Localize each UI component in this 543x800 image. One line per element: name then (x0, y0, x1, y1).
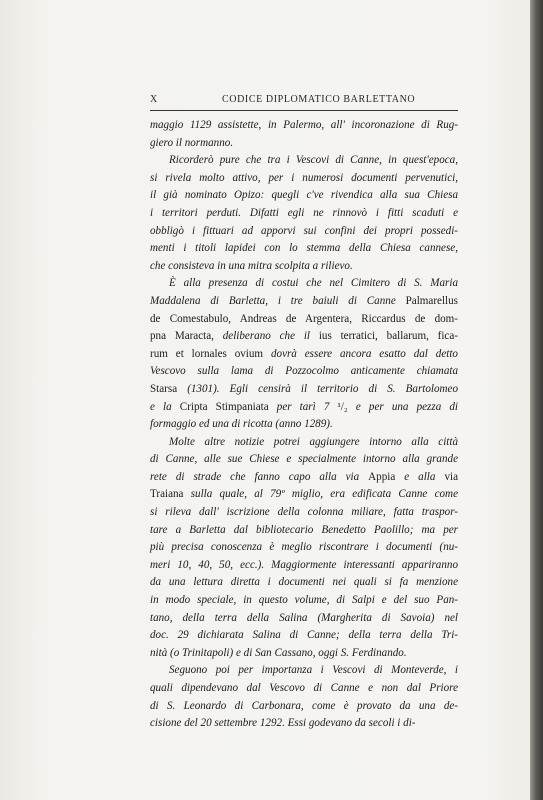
text-line (150, 311, 458, 329)
text-segment: si rileva dall' iscrizione della colonna miliare, fatta traspor- (150, 506, 458, 519)
text-segment: Vescovo sulla lama di Pozzocolmo anticamente chiamata (150, 365, 458, 378)
text-line (150, 399, 458, 417)
text-line (150, 557, 458, 575)
text-segment: per tarì 7 (276, 400, 338, 413)
text-line (150, 293, 458, 311)
text-segment: rum et lornales ovium (150, 347, 271, 360)
text-line (150, 698, 458, 716)
text-segment: e alla (404, 470, 445, 483)
text-segment: cisione del 20 settembre 1292. Essi godevano da secoli i di- (150, 717, 416, 730)
text-line (150, 152, 458, 170)
text-segment: Cripta Stimpaniata (179, 400, 277, 413)
text-segment: da una lettura diretta i documenti nei quali si fa menzione (150, 576, 458, 589)
text-segment: di S. Leonardo di Carbonara, come è provato da una de- (150, 699, 458, 712)
text-line (150, 363, 458, 381)
text-segment: doc. 29 dichiarata Salina di Canne; della terra della Tri- (150, 629, 458, 642)
text-line (150, 240, 458, 258)
text-segment: pna Maracta, (150, 330, 223, 343)
text-line (150, 187, 458, 205)
text-segment: e la (150, 400, 180, 413)
text-line (150, 117, 458, 135)
text-segment: che consisteva in una mitra scolpita a rilievo. (150, 259, 353, 272)
body-text (150, 117, 458, 733)
text-segment: via (444, 470, 458, 483)
text-segment: Appia (368, 470, 405, 483)
text-segment: nità (o Trinitapoli) e di San Cassano, oggi S. Ferdinando. (150, 646, 407, 659)
text-line (150, 416, 458, 434)
text-segment: formaggio ed una di ricotta (anno 1289). (150, 418, 333, 431)
text-segment: de Comestabulo, Andreas de Argentera, Riccardus de dom- (150, 312, 458, 325)
text-segment: menti i titoli lapidei con lo stemma della Chiesa cannese, (150, 242, 458, 255)
text-segment: il già nominato Opizo: quegli c've rivendica alla sua Chiesa (150, 189, 458, 202)
text-segment: i territori perduti. Difatti egli ne rinnovò i fitti scaduti e (150, 206, 458, 219)
text-segment: tare a Barletta dal bibliotecario Benedetto Paolillo; ma per (150, 523, 458, 536)
text-segment: rete di strade che fanno capo alla via (150, 470, 369, 483)
header-rule (150, 110, 458, 111)
text-segment: È alla presenza di costui che nel Cimitero di S. Maria (169, 277, 458, 290)
text-segment: deliberano che il (222, 330, 319, 343)
text-segment: più precisa conoscenza è meglio riscontrare i documenti (nu- (150, 541, 458, 554)
text-segment: obbligò i fittuari ad apporvi sui confini dei propri possedi- (150, 224, 458, 237)
text-line (150, 486, 458, 504)
text-segment: maggio 1129 assistette, in Palermo, all' incoronazione di Rug- (150, 119, 458, 131)
text-line (150, 135, 458, 153)
text-segment: in modo speciale, in questo volume, di Salpi e del suo Pan- (150, 594, 458, 607)
text-segment: Molte altre notizie potrei aggiungere intorno alla città (169, 435, 458, 448)
text-line (150, 715, 458, 733)
text-line (150, 680, 458, 698)
text-line (150, 592, 458, 610)
text-segment: Starsa (150, 382, 188, 395)
text-line (150, 574, 458, 592)
text-segment: Maddalena di Barletta, i tre baiuli di Canne (150, 294, 406, 307)
running-header (150, 94, 458, 108)
text-line (150, 170, 458, 188)
text-segment: Ricorderò pure che tra i Vescovi di Canne, in quest'epoca, (169, 154, 458, 167)
text-segment: Traiana (150, 488, 191, 501)
text-segment: ¹/₂ (337, 400, 348, 413)
text-segment: giero il normanno. (150, 136, 234, 149)
text-line (150, 627, 458, 645)
text-segment: si rivela molto attivo, per i numerosi documenti pervenutici, (150, 171, 458, 184)
text-segment: Palmarellus (405, 294, 458, 307)
text-line (150, 662, 458, 680)
text-segment: quali dipendevano dal Vescovo di Canne e non dal Priore (150, 682, 458, 694)
text-line (150, 205, 458, 223)
text-segment: (1301). Egli censirà il territorio di S. Bartolomeo (187, 382, 458, 395)
text-line (150, 504, 458, 522)
text-segment: e per una pezza di (347, 400, 458, 413)
text-line (150, 346, 458, 364)
text-line (150, 522, 458, 540)
text-segment: ius terratici, ballarum, fica- (318, 330, 458, 343)
text-segment: sulla quale, al 79º miglio, era edificata Canne come (190, 488, 458, 501)
text-line (150, 610, 458, 628)
text-line (150, 469, 458, 487)
text-line (150, 223, 458, 241)
text-line (150, 434, 458, 452)
text-line (150, 645, 458, 663)
text-segment: Seguono poi per importanza i Vescovi di Monteverde, i (169, 664, 458, 677)
text-segment: di Canne, alle sue Chiese e specialmente intorno alla grande (150, 453, 458, 466)
text-line (150, 328, 458, 346)
text-segment: dovrà essere ancora esatto dal detto (270, 347, 458, 360)
running-title: CODICE DIPLOMATICO BARLETTANO (222, 94, 416, 105)
text-line (150, 451, 458, 469)
text-line (150, 275, 458, 293)
book-spine (530, 0, 543, 800)
page-number: X (150, 94, 158, 105)
text-segment: meri 10, 40, 50, ecc.). Maggiormente interessanti appariranno (150, 558, 458, 571)
text-line (150, 539, 458, 557)
text-segment: tano, della terra della Salina (Margherita di Savoia) nel (150, 611, 458, 624)
text-line (150, 258, 458, 276)
text-line (150, 381, 458, 399)
